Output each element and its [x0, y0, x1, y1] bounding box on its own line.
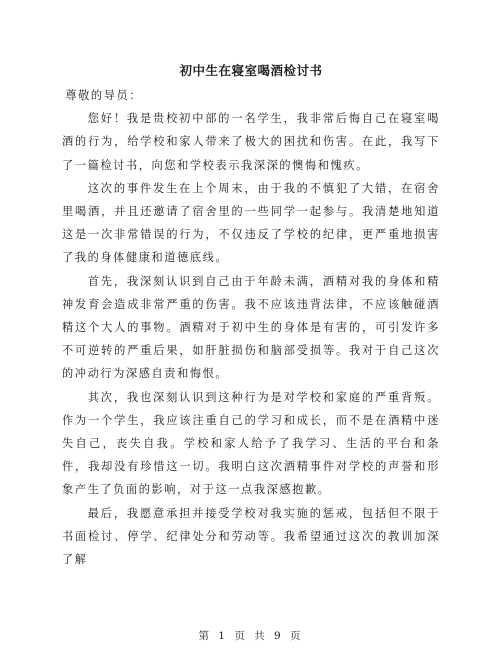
paragraph: 这次的事件发生在上个周末，由于我的不慎犯了大错，在宿舍里喝酒，并且还邀请了宿舍里的一些同学一起参与。我清楚地知道这是一次非常错误的行为，不仅违反了学校的纪律，更严重地损害了我的身体健康和道德底线。	[62, 181, 440, 265]
paragraph: 首先，我深刻认识到自己由于年龄未满，酒精对我的身体和精神发育会造成非常严重的伤害。我不应该违背法律，不应该触碰酒精这个大人的事物。酒精对于初中生的身体是有害的，可引发许多不可逆转的严重后果，如肝脏损伤和脑部受损等。我对于自己这次的冲动行为深感自责和悔恨。	[62, 274, 440, 381]
paragraph: 其次，我也深刻认识到这种行为是对学校和家庭的严重背叛。作为一个学生，我应该注重自己的学习和成长，而不是在酒精中迷失自己，丧失自我。学校和家人给予了我学习、生活的平台和条件，我却没有珍惜这一切。我明白这次酒精事件对学校的声誉和形象产生了负面的影响，对于这一点我深感抱歉。	[62, 390, 440, 497]
document-title: 初中生在寝室喝酒检讨书	[179, 63, 323, 78]
page-number-footer: 第 1 页 共 9 页	[198, 630, 304, 642]
document-body	[62, 84, 440, 571]
salutation: 尊敬的导员：	[65, 89, 143, 102]
paragraph: 您好！我是贵校初中部的一名学生，我非常后悔自己在寝室喝酒的行为，给学校和家人带来了极大的困扰和伤害。在此，我写下了一篇检讨书，向您和学校表示我深深的懊悔和愧疚。	[62, 112, 440, 172]
paragraph: 最后，我愿意承担并接受学校对我实施的惩戒，包括但不限于书面检讨、停学、纪律处分和劳动等。我希望通过这次的教训加深了解	[62, 506, 440, 567]
